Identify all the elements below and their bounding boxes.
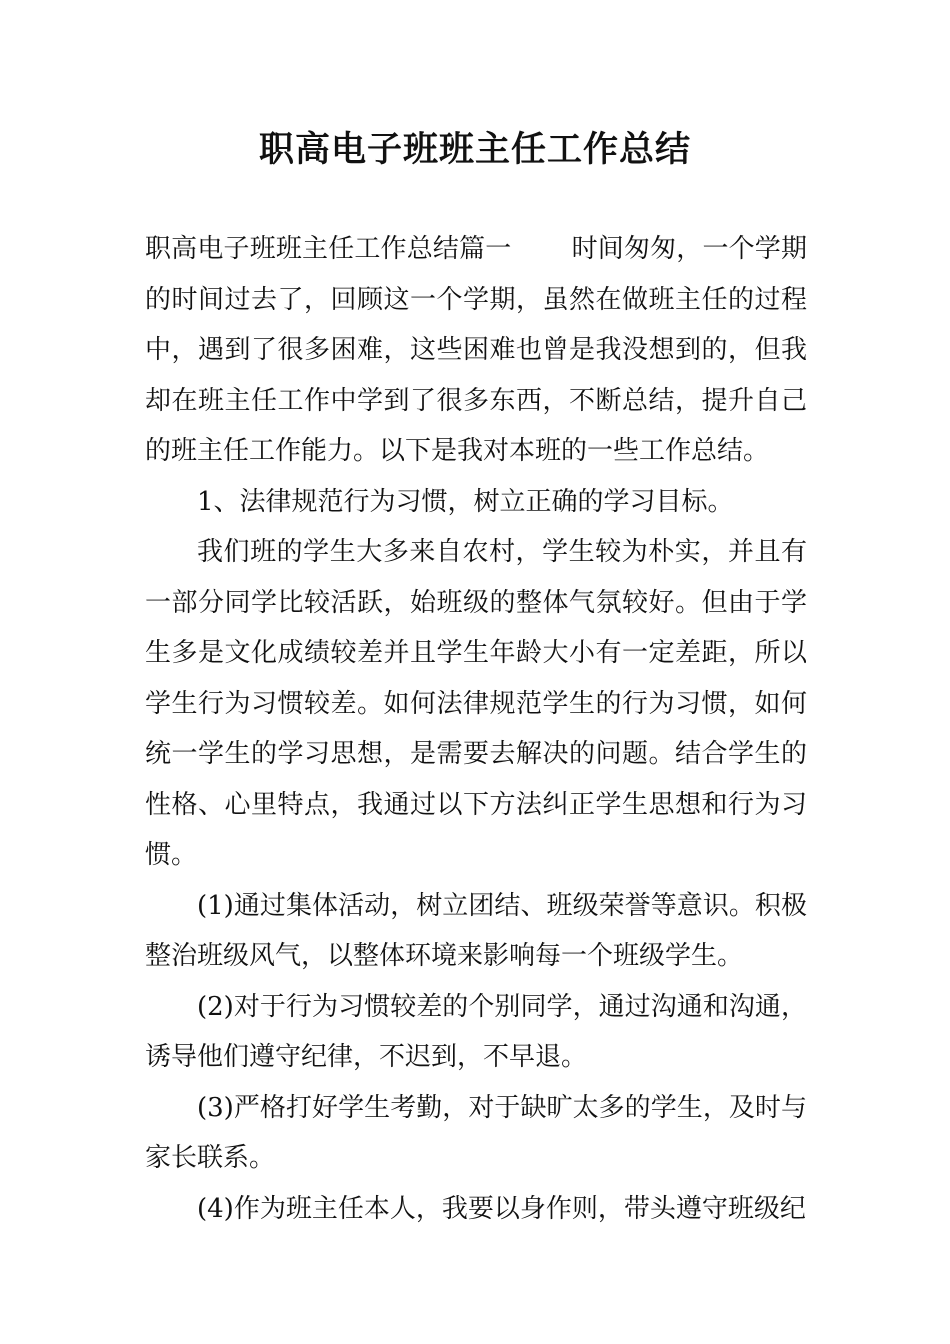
intro-paragraph: [145, 224, 807, 477]
intro-text: 时间匆匆，一个学期的时间过去了，回顾这一个学期，虽然在做班主任的过程中，遇到了很多困难，这些困难也曾是我没想到的，但我却在班主任工作中学到了很多东西，不断总结，提升自己的班主任工作能力。以下是我对本班的一些工作总结。: [145, 234, 807, 466]
document-body: [145, 224, 807, 1234]
paragraph: 我们班的学生大多来自农村，学生较为朴实，并且有一部分同学比较活跃，始班级的整体气氛较好。但由于学生多是文化成绩较差并且学生年龄大小有一定差距，所以学生行为习惯较差。如何法律规范学生的行为习惯，如何统一学生的学习思想，是需要去解决的问题。结合学生的性格、心里特点，我通过以下方法纠正学生思想和行为习惯。: [145, 537, 807, 870]
paragraph: 1、法律规范行为习惯，树立正确的学习目标。: [197, 486, 734, 517]
paragraph: (2)对于行为习惯较差的个别同学，通过沟通和沟通，诱导他们遵守纪律，不迟到，不早退。: [145, 991, 807, 1072]
intro-heading: 职高电子班班主任工作总结篇一: [145, 234, 512, 264]
paragraph: (1)通过集体活动，树立团结、班级荣誉等意识。积极整治班级风气，以整体环境来影响每一个班级学生。: [145, 890, 807, 971]
paragraph: (4)作为班主任本人，我要以身作则，带头遵守班级纪: [197, 1193, 806, 1224]
paragraph: (3)严格打好学生考勤，对于缺旷太多的学生，及时与家长联系。: [145, 1092, 807, 1173]
document-title: 职高电子班班主任工作总结: [258, 129, 691, 170]
